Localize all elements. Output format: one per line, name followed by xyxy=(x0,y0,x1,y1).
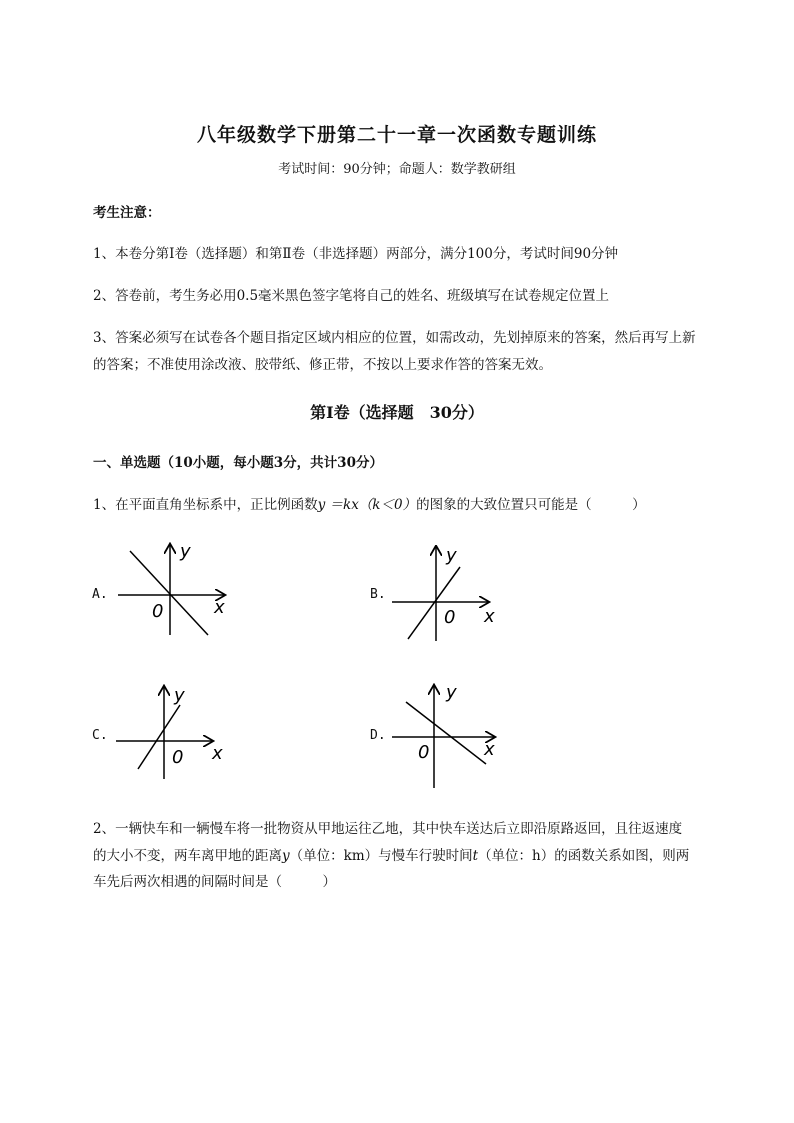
option-b-label: B. xyxy=(370,587,386,602)
option-d-label: D. xyxy=(370,728,386,743)
question-1-formula: y ＝kx（k＜0） xyxy=(317,497,417,513)
origin-label: 0 xyxy=(444,607,456,628)
question-2-line-3: 车先后两次相遇的间隔时间是（ ） xyxy=(93,874,336,890)
part-heading: 一、单选题（10小题，每小题3分，共计30分） xyxy=(93,455,383,471)
x-axis-label: x xyxy=(484,606,495,627)
origin-label: 0 xyxy=(418,742,430,763)
notice-line-3-cont: 的答案；不准使用涂改液、胶带纸、修正带，不按以上要求作答的答案无效。 xyxy=(93,357,552,373)
question-1 xyxy=(93,493,646,513)
option-a-label: A. xyxy=(92,587,108,602)
x-axis-label: x xyxy=(484,739,495,760)
y-axis-label: y xyxy=(446,682,457,703)
question-2-line-2 xyxy=(93,844,689,864)
function-line xyxy=(408,567,460,639)
question-2-text-mid: （单位：km）与慢车行驶时间 xyxy=(289,848,473,864)
notice-heading: 考生注意： xyxy=(93,205,161,221)
origin-label: 0 xyxy=(152,601,164,622)
exam-info: 考试时间：90分钟；命题人：数学教研组 xyxy=(278,162,516,177)
notice-line-2: 2、答卷前，考生务必用0.5毫米黑色签字笔将自己的姓名、班级填写在试卷规定位置上 xyxy=(93,288,610,304)
option-c-graph xyxy=(114,683,234,783)
y-axis-label: y xyxy=(446,545,457,566)
var-y: y xyxy=(282,848,290,864)
x-axis-label: x xyxy=(214,597,225,618)
function-line xyxy=(130,551,208,635)
question-1-suffix: 的图象的大致位置只可能是（ ） xyxy=(416,497,646,513)
y-axis-label: y xyxy=(174,685,185,706)
page-title: 八年级数学下册第二十一章一次函数专题训练 xyxy=(196,124,597,146)
option-a-graph xyxy=(114,539,234,639)
option-b-graph xyxy=(388,545,508,645)
question-1-prefix: 1、在平面直角坐标系中，正比例函数 xyxy=(93,497,318,513)
x-axis-label: x xyxy=(212,743,223,764)
question-2-text-end: （单位：h）的函数关系如图，则两 xyxy=(478,848,690,864)
option-d-graph xyxy=(388,682,508,792)
question-2-text: 的大小不变，两车离甲地的距离 xyxy=(93,848,282,864)
y-axis-label: y xyxy=(180,541,191,562)
option-c-label: C. xyxy=(92,728,108,743)
question-2-line-1: 2、一辆快车和一辆慢车将一批物资从甲地运往乙地，其中快车送达后立即沿原路返回，且往返速度 xyxy=(93,821,683,837)
var-t: t xyxy=(472,848,479,864)
origin-label: 0 xyxy=(172,747,184,768)
section-title: 第I卷（选择题 30分） xyxy=(310,403,484,422)
notice-line-3: 3、答案必须写在试卷各个题目指定区域内相应的位置，如需改动，先划掉原来的答案，然后再写上新 xyxy=(93,330,696,346)
notice-line-1: 1、本卷分第I卷（选择题）和第Ⅱ卷（非选择题）两部分，满分100分，考试时间90分钟 xyxy=(93,246,619,262)
